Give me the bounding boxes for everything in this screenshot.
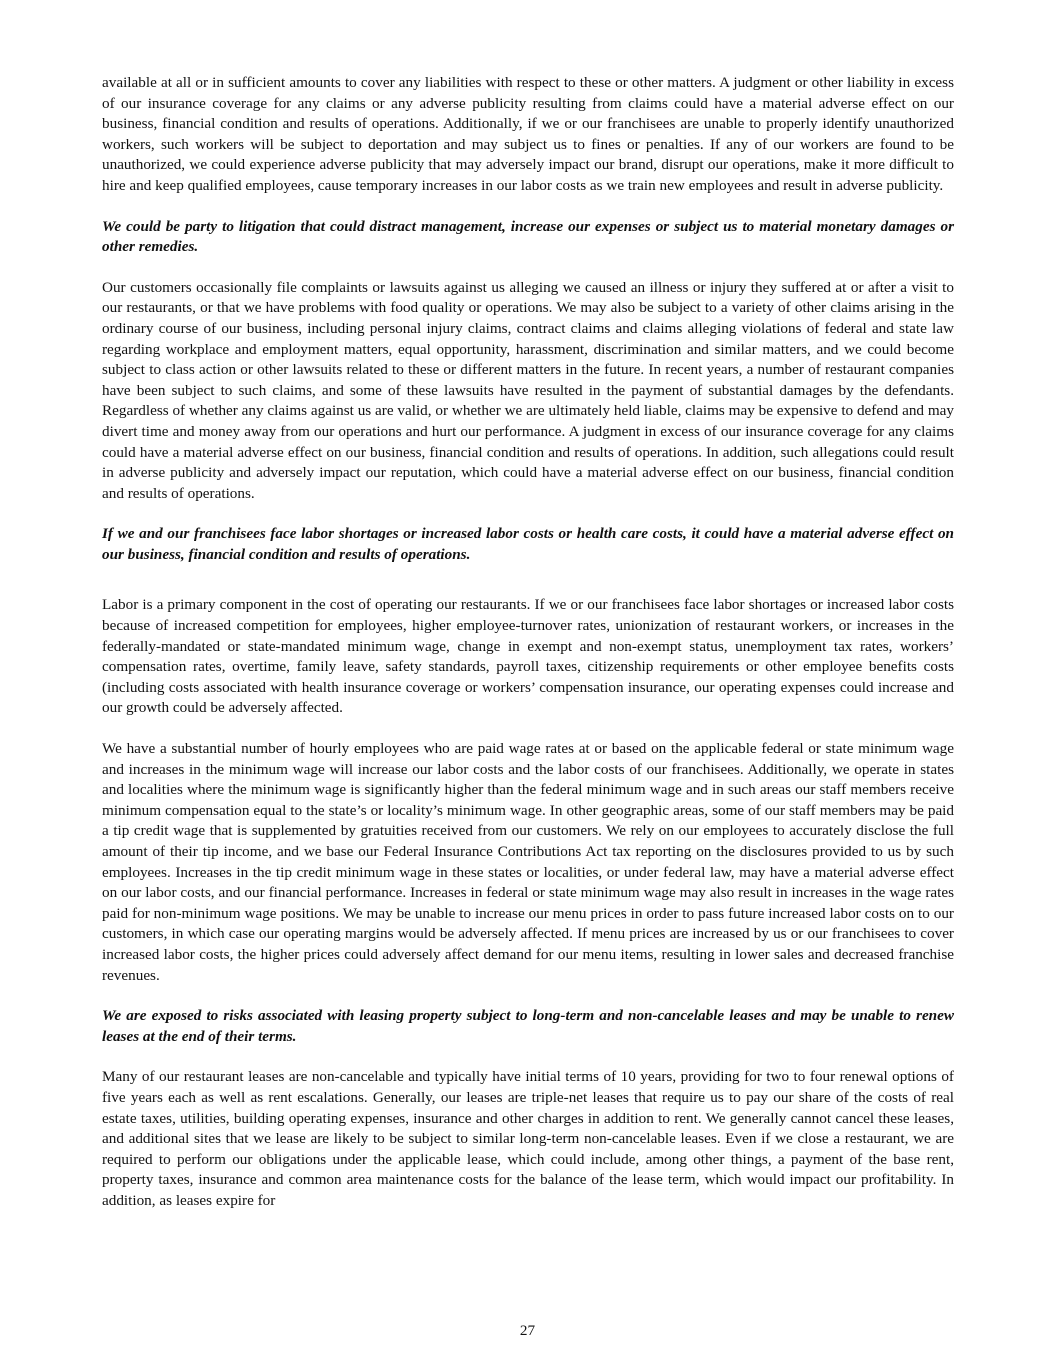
heading-labor-costs: If we and our franchisees face labor shortages or increased labor costs or health care costs, it could have a material adverse effect on our business, financial condition and results of operations. <box>102 525 954 563</box>
document-body <box>102 73 954 1212</box>
paragraph-leases: Many of our restaurant leases are non-cancelable and typically have initial terms of 10 years, providing for two to four renewal options of five years each as well as rent escalations. Generally, our leases are triple-net leases that require us to pay our share of the costs of real estate taxes, utilities, building operating expenses, insurance and other charges in addition to rent. We generally cannot cancel these leases, and additional sites that we lease are likely to be subject to similar long-term non-cancelable leases. Even if we close a restaurant, we are required to perform our obligations under the applicable lease, which could include, among other things, a payment of the base rent, property taxes, insurance and common area maintenance costs for the balance of the lease term, which would impact our profitability. In addition, as leases expire for <box>102 1068 954 1209</box>
paragraph-insurance-workers: available at all or in sufficient amounts to cover any liabilities with respect to these or other matters. A judgment or other liability in excess of our insurance coverage for any claims or any adverse publicity resulting from claims could have a material adverse effect on our business, financial condition and results of operations. Additionally, if we or our franchisees are unable to properly identify unauthorized workers, such workers will be subject to deportation and may subject us to fines or penalties. If any of our workers are found to be unauthorized, we could experience adverse publicity that may adversely impact our brand, disrupt our operations, make it more difficult to hire and keep qualified employees, cause temporary increases in our labor costs as we train new employees and result in adverse publicity. <box>102 74 954 194</box>
paragraph-litigation: Our customers occasionally file complaints or lawsuits against us alleging we caused an illness or injury they suffered at or after a visit to our restaurants, or that we have problems with food quality or operations. We may also be subject to a variety of other claims arising in the ordinary course of our business, including personal injury claims, contract claims and claims alleging violations of federal and state law regarding workplace and employment matters, equal opportunity, harassment, discrimination and similar matters, and we could become subject to class action or other lawsuits related to these or different matters in the future. In recent years, a number of restaurant companies have been subject to such claims, and some of these lawsuits have resulted in the payment of substantial damages by the defendants. Regardless of whether any claims against us are valid, or whether we are ultimately held liable, claims may be expensive to defend and may divert time and money away from our operations and hurt our performance. A judgment in excess of our insurance coverage for any claims could have a material adverse effect on our business, financial condition and results of operations. In addition, such allegations could result in adverse publicity and adversely impact our reputation, which could have a material adverse effect on our business, financial condition and results of operations. <box>102 278 954 502</box>
paragraph-labor-component: Labor is a primary component in the cost of operating our restaurants. If we or our franchisees face labor shortages or increased labor costs because of increased competition for employees, higher employee-turnover rates, unionization of restaurant workers, or increases in the federally-mandated or state-mandated minimum wage, change in exempt and non-exempt status, unemployment tax rates, workers’ compensation rates, overtime, family leave, safety standards, payroll taxes, citizenship requirements or other employee benefits costs (including costs associated with health insurance coverage or workers’ compensation insurance, our operating expenses could increase and our growth could be adversely affected. <box>102 596 954 717</box>
page-number: 27 <box>519 1322 536 1339</box>
heading-leases: We are exposed to risks associated with leasing property subject to long-term and non-cancelable leases and may be unable to renew leases at the end of their terms. <box>102 1007 954 1045</box>
paragraph-minimum-wage: We have a substantial number of hourly employees who are paid wage rates at or based on the applicable federal or state minimum wage and increases in the minimum wage will increase our labor costs and the labor costs of our franchisees. Additionally, we operate in states and localities where the minimum wage is significantly higher than the federal minimum wage and in such areas our staff members receive minimum compensation equal to the state’s or locality’s minimum wage. In other geographic areas, some of our staff members may be paid a tip credit wage that is supplemented by gratuities received from our customers. We rely on our employees to accurately disclose the full amount of their tip income, and we base our Federal Insurance Contributions Act tax reporting on the disclosures provided to us by such employees. Increases in the tip credit minimum wage in these states or localities, or under federal law, may have a material adverse effect on our labor costs, and our financial performance. Increases in federal or state minimum wage may also result in increases in the wage rates paid for non-minimum wage positions. We may be unable to increase our menu prices in order to pass future increased labor costs on to our customers, in which case our operating margins would be adversely affected. If menu prices are increased by us or our franchisees to cover increased labor costs, the higher prices could adversely affect demand for our menu items, resulting in lower sales and decreased franchise revenues. <box>102 740 954 984</box>
heading-litigation: We could be party to litigation that could distract management, increase our expenses or subject us to material monetary damages or other remedies. <box>102 217 954 256</box>
